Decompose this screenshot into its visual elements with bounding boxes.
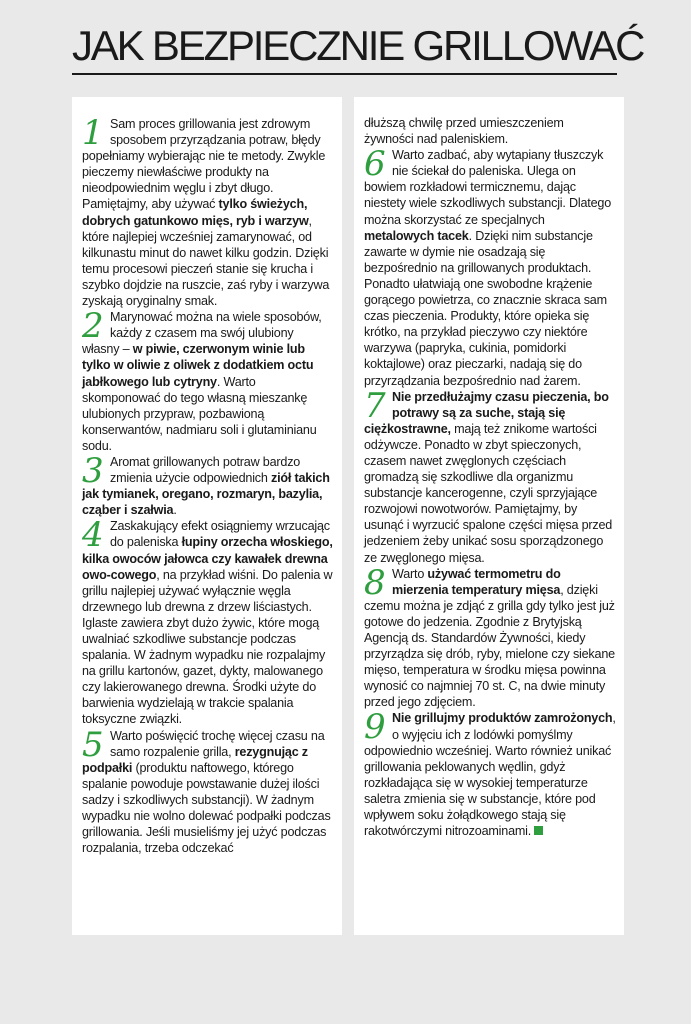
section-6: [364, 144, 616, 388]
section-3: [82, 450, 334, 518]
section-text: Sam proces grillowania jest zdrowym sposobem przyrządzania potraw, błędy popełniamy wybierając nie te metody. Zwykle pieczemy niewłaściwe produkty na nieodpowiednim węglu i zbyt długo. Pamiętajmy, aby używać: [82, 117, 326, 212]
section-text-bold: Nie grillujmy produktów zamrożonych: [392, 711, 613, 726]
article-column-left: [72, 97, 342, 935]
section-5: [82, 724, 334, 857]
section-text: Warto: [392, 566, 428, 581]
section-8: [364, 562, 616, 711]
section-text-bold: używać termometru do mierzenia temperatury mięsa: [392, 566, 561, 597]
section-text: Warto zadbać, aby wytapiany tłuszczyk nie ściekał do paleniska. Ulega on bowiem rozkładowi termicznemu, dając niestety wiele szkodliwych substancji. Dlatego można skorzystać ze specjalnych: [364, 148, 611, 227]
section-2: [82, 306, 334, 454]
title-underline: [72, 73, 617, 75]
end-mark-icon: [534, 826, 543, 835]
section-number: 9: [364, 707, 386, 748]
section-text-bold: tylko świeżych, dobrych gatunkowo mięs, ryb i warzyw: [82, 197, 309, 228]
section-number: 2: [82, 306, 104, 347]
section-text: Zaskakujący efekt osiągniemy wrzucając do paleniska: [110, 519, 330, 550]
section-9: [364, 707, 616, 839]
article-column-right: [354, 97, 624, 935]
section-number: 5: [82, 724, 104, 765]
section-text: Aromat grillowanych potraw bardzo zmienia użycie odpowiednich: [110, 454, 301, 486]
section-text: .: [173, 503, 177, 518]
section-text-bold: rezygnując z podpałki: [82, 744, 308, 775]
section-number: 7: [364, 385, 386, 426]
section-text: , o wyjęciu ich z lodówki pomyślmy odpowiednio wcześniej. Warto również unikać grillowania peklowanych wędlin, gdyż rozkładająca się w wysokiej temperaturze saletra zmienia się w substancje, które pod wpływem soku żołądkowego stają się rakotwórczymi nitrozoaminami.: [364, 711, 616, 839]
section-text: dłuższą chwilę przed umieszczeniem żywności nad paleniskiem.: [364, 116, 564, 147]
section-text-bold: ziół takich jak tymianek, oregano, rozmaryn, bazylia, cząber i szałwia: [82, 471, 330, 518]
section-5-continued: [364, 115, 616, 147]
section-text: , dzięki czemu można je zdjąć z grilla gdy tylko jest już gotowe do jedzenia. Zgodnie z Brytyjską Agencją ds. Standardów Żywności, kiedy przyrządza się drób, ryby, mielone czy siekane mięso, temperatura w środku mięsa powinna wynosić co najmniej 70 st. C, na dwie minuty przed jego zdjęciem.: [364, 582, 615, 710]
section-number: 8: [364, 562, 386, 603]
section-text: Warto poświęcić trochę więcej czasu na samo rozpalenie grilla,: [110, 728, 325, 759]
section-number: 3: [82, 450, 104, 491]
section-text-bold: łupiny orzecha włoskiego, kilka owoców jałowca czy kawałek drewna owo-cowego: [82, 535, 333, 582]
section-text: . Warto skomponować do tego własną mieszankę ulubionych przypraw, pozbawioną konserwantów, nadmiaru soli i glutaminianu sodu.: [82, 374, 317, 453]
section-text-bold: metalowych tacek: [364, 228, 469, 243]
section-text-bold: Nie przedłużajmy czasu pieczenia, bo potrawy są za suche, stają się ciężkostrawne,: [364, 389, 609, 436]
page-title: JAK BEZPIECZNIE GRILLOWAĆ: [72, 22, 644, 69]
section-text: Marynować można na wiele sposobów, każdy z czasem ma swój ulubiony własny –: [82, 310, 322, 357]
section-text: mają też znikome wartości odżywcze. Ponadto w zbyt spieczonych, czasem nawet zwęglonych częściach gromadzą się szkodliwe dla organizmu substancje kancerogenne, czyli sprzyjające rozwojowi nowotworów. Pamiętajmy, by usunąć i wyrzucić spalone części mięsa przed jedzeniem żeby unikać sosu sporządzonego ze zwęglonego mięsa.: [364, 421, 613, 565]
section-7: [364, 385, 616, 566]
section-1: [82, 113, 334, 309]
section-4: [82, 515, 334, 727]
section-text: (produktu naftowego, którego spalanie powoduje powstawanie dużej ilości sadzy i szkodliwych substancji). W żadnym wypadku nie wolno dolewać podpałki podczas grillowania. Jeśli musieliśmy jej użyć podczas rozpalania, trzeba odczekać: [82, 760, 331, 856]
section-text: . Dzięki nim substancje zawarte w dymie nie osadzają się bezpośrednio na grillowanych produktach. Ponadto ułatwiają one swobodne krążenie gorącego powietrza, co znacznie skraca sam czas pieczenia. Produkty, które opieka się krótko, na przykład pieczywo czy niektóre warzywa (papryka, cukinia, pomidorki koktajlowe) oraz pieczarki, nadają się do przyrządzania bezpośrednio nad żarem.: [364, 228, 607, 388]
section-text-bold: w piwie, czerwonym winie lub tylko w oliwie z oliwek z dodatkiem octu jabłkowego lub cytryny: [82, 342, 314, 389]
section-text: , które najlepiej wcześniej zamarynować, od kilkunastu minut do nawet kilku godzin. Dzięki temu procesowi pieczeń stanie się krucha i szybko dojdzie na ruszcie, zaś ryby i warzywa zyskają oryginalny smak.: [82, 213, 330, 309]
section-text: , na przykład wiśni. Do palenia w grillu najlepiej używać wyłącznie węgla drzewnego lub drewna z drzew liściastych. Iglaste zawiera zbyt dużo żywic, które mogą uwalniać szkodliwe substancje podczas spalania. W żadnym wypadku nie rozpalajmy na grillu kartonów, gazet, dykty, malowanego czy lakierowanego drewna. Środki użyte do barwienia wydzielają w trakcie spalania toksyczne związki.: [82, 567, 333, 727]
section-number: 6: [364, 144, 386, 185]
section-number: 4: [82, 515, 104, 556]
section-number: 1: [82, 113, 104, 153]
